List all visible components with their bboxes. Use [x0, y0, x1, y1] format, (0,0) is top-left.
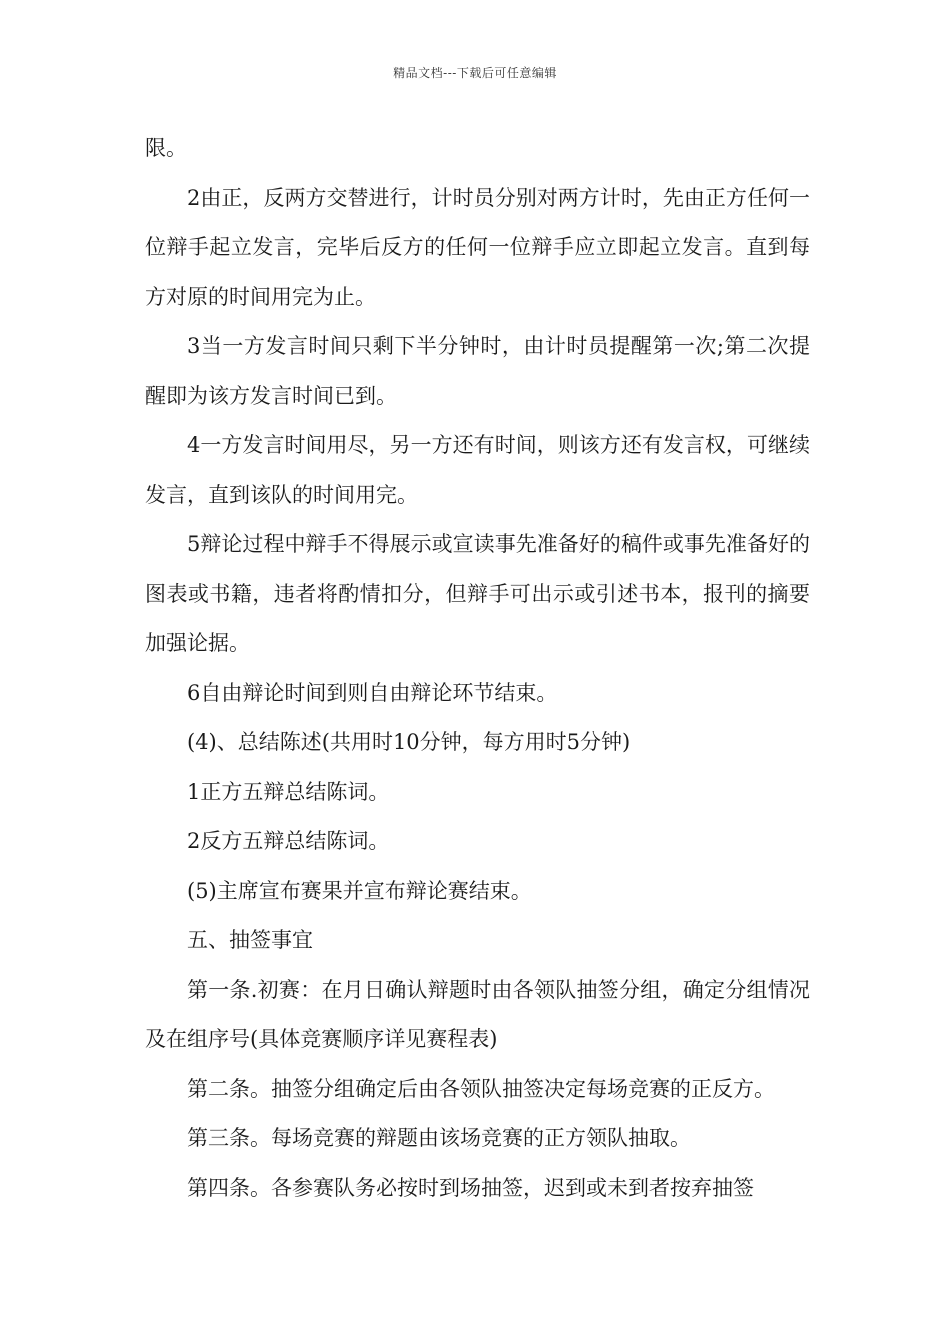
page-header: 精品文档---下载后可任意编辑: [393, 66, 557, 80]
paragraph-4: 4一方发言时间用尽，另一方还有时间，则该方还有发言权，可继续发言，直到该队的时间用完。: [145, 433, 810, 507]
paragraph-2: 2由正，反两方交替进行，计时员分别对两方计时，先由正方任何一位辩手起立发言，完毕后反方的任何一位辩手应立即起立发言。直到每方对原的时间用完为止。: [145, 185, 810, 309]
paragraph-5: 5辩论过程中辩手不得展示或宣读事先准备好的稿件或事先准备好的图表或书籍，违者将酌情扣分，但辩手可出示或引述书本，报刊的摘要加强论据。: [145, 532, 810, 655]
paragraph-8: 1正方五辩总结陈词。: [187, 779, 390, 804]
paragraph-1: 限。: [145, 136, 187, 160]
paragraph-7: (4)、总结陈述(共用时10分钟，每方用时5分钟): [187, 730, 631, 754]
paragraph-9: 2反方五辩总结陈词。: [187, 829, 390, 853]
section-heading: 五、抽签事宜: [187, 928, 313, 952]
paragraph-6: 6自由辩论时间到则自由辩论环节结束。: [187, 680, 558, 705]
paragraph-15: 第四条。各参赛队务必按时到场抽签，迟到或未到者按弃抽签: [187, 1175, 754, 1200]
document-body: [145, 124, 810, 1213]
paragraph-12: 第一条.初赛：在月日确认辩题时由各领队抽签分组，确定分组情况及在组序号(具体竞赛顺序详见赛程表): [145, 977, 810, 1051]
paragraph-14: 第三条。每场竞赛的辩题由该场竞赛的正方领队抽取。: [187, 1126, 691, 1150]
paragraph-10: (5)主席宣布赛果并宣布辩论赛结束。: [187, 878, 532, 903]
paragraph-3: 3当一方发言时间只剩下半分钟时，由计时员提醒第一次;第二次提醒即为该方发言时间已到。: [145, 334, 810, 408]
paragraph-13: 第二条。抽签分组确定后由各领队抽签决定每场竞赛的正反方。: [187, 1076, 775, 1101]
